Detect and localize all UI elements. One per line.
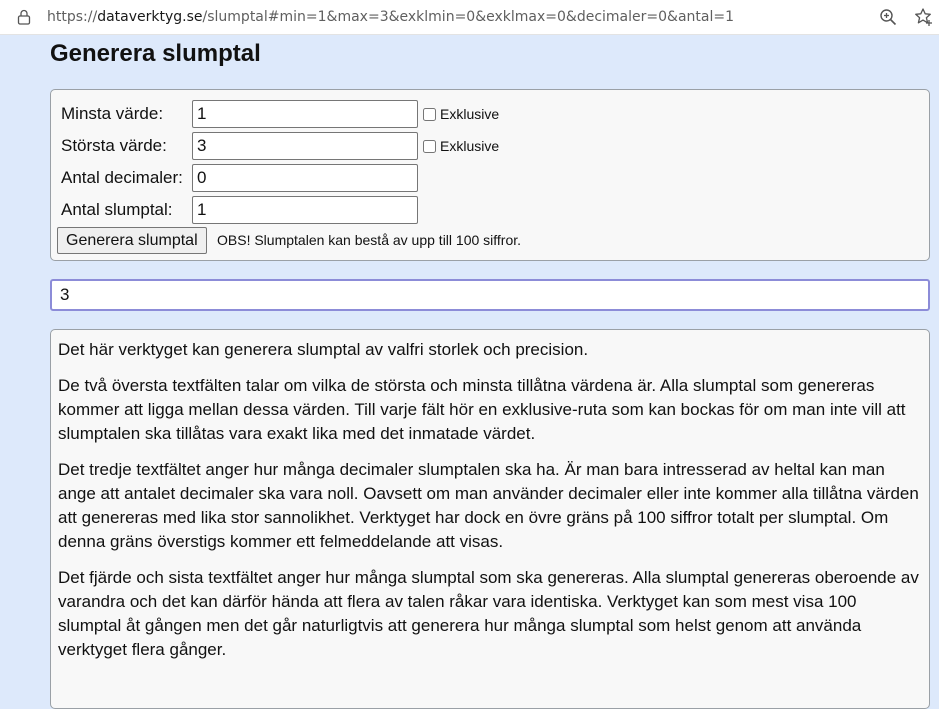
count-row <box>61 196 418 224</box>
count-input[interactable] <box>192 196 418 224</box>
url-host: dataverktyg.se <box>97 9 203 25</box>
info-paragraph: Det här verktyget kan generera slumptal av valfri storlek och precision. <box>58 340 589 359</box>
min-label: Minsta värde: <box>61 104 164 123</box>
decimals-label: Antal decimaler: <box>61 168 183 187</box>
generate-button[interactable]: Generera slumptal <box>57 227 207 254</box>
max-label: Största värde: <box>61 136 167 155</box>
page-title: Generera slumptal <box>50 40 261 67</box>
settings-panel <box>50 89 930 261</box>
info-paragraph: Det fjärde och sista textfältet anger hur många slumptal som ska genereras. Alla slumptal genereras oberoende av varandra och det kan därför hända att flera av talen råkar vara identiska. Verktyget kan som mest visa 100 slumptal åt gången men det går naturligtvis att generera hur många slumptal som helst genom att använda verktyget flera gånger. <box>58 568 919 659</box>
lock-icon[interactable] <box>17 9 31 25</box>
info-paragraph: Det tredje textfältet anger hur många decimaler slumptalen ska ha. Är man bara intresserad av heltal kan man ange att antalet decimaler ska vara noll. Oavsett om man använder decimaler eller inte kommer alla tillåtna värden att genereras med lika stor sannolikhet. Verktyget har dock en övre gräns på 100 siffror totalt per slumptal. Om denna gräns överstigs kommer ett felmeddelande att visas. <box>58 460 919 551</box>
url-prefix: https:// <box>47 9 98 25</box>
min-exclusive-checkbox[interactable] <box>423 106 499 122</box>
url-text[interactable] <box>47 9 734 25</box>
decimals-row <box>61 164 418 192</box>
zoom-icon[interactable] <box>879 8 897 26</box>
address-bar[interactable] <box>0 0 939 35</box>
info-panel <box>50 329 930 709</box>
min-exclusive-box[interactable] <box>423 108 436 121</box>
min-row <box>61 100 499 128</box>
min-input[interactable] <box>192 100 418 128</box>
url-path: /slumptal#min=1&max=3&exklmin=0&exklmax=0&decimaler=0&antal=1 <box>202 9 734 25</box>
info-paragraph: De två översta textfälten talar om vilka de största och minsta tillåtna värdena är. Alla slumptal som genereras kommer att ligga mellan dessa värden. Till varje fält hör en exklusive-ruta som kan bockas för om man inte vill att slumptalen ska tillåtas vara exakt lika med det inmatade värdet. <box>58 376 906 443</box>
result-output[interactable]: 3 <box>50 279 930 311</box>
count-label: Antal slumptal: <box>61 200 173 219</box>
min-exclusive-label: Exklusive <box>440 106 500 122</box>
limit-note: OBS! Slumptalen kan bestå av upp till 100 siffror. <box>217 232 522 248</box>
max-exclusive-label: Exklusive <box>440 138 500 154</box>
max-exclusive-checkbox[interactable] <box>423 138 499 154</box>
max-input[interactable] <box>192 132 418 160</box>
decimals-input[interactable] <box>192 164 418 192</box>
max-row <box>61 132 499 160</box>
add-favorite-icon[interactable] <box>914 7 934 27</box>
max-exclusive-box[interactable] <box>423 140 436 153</box>
